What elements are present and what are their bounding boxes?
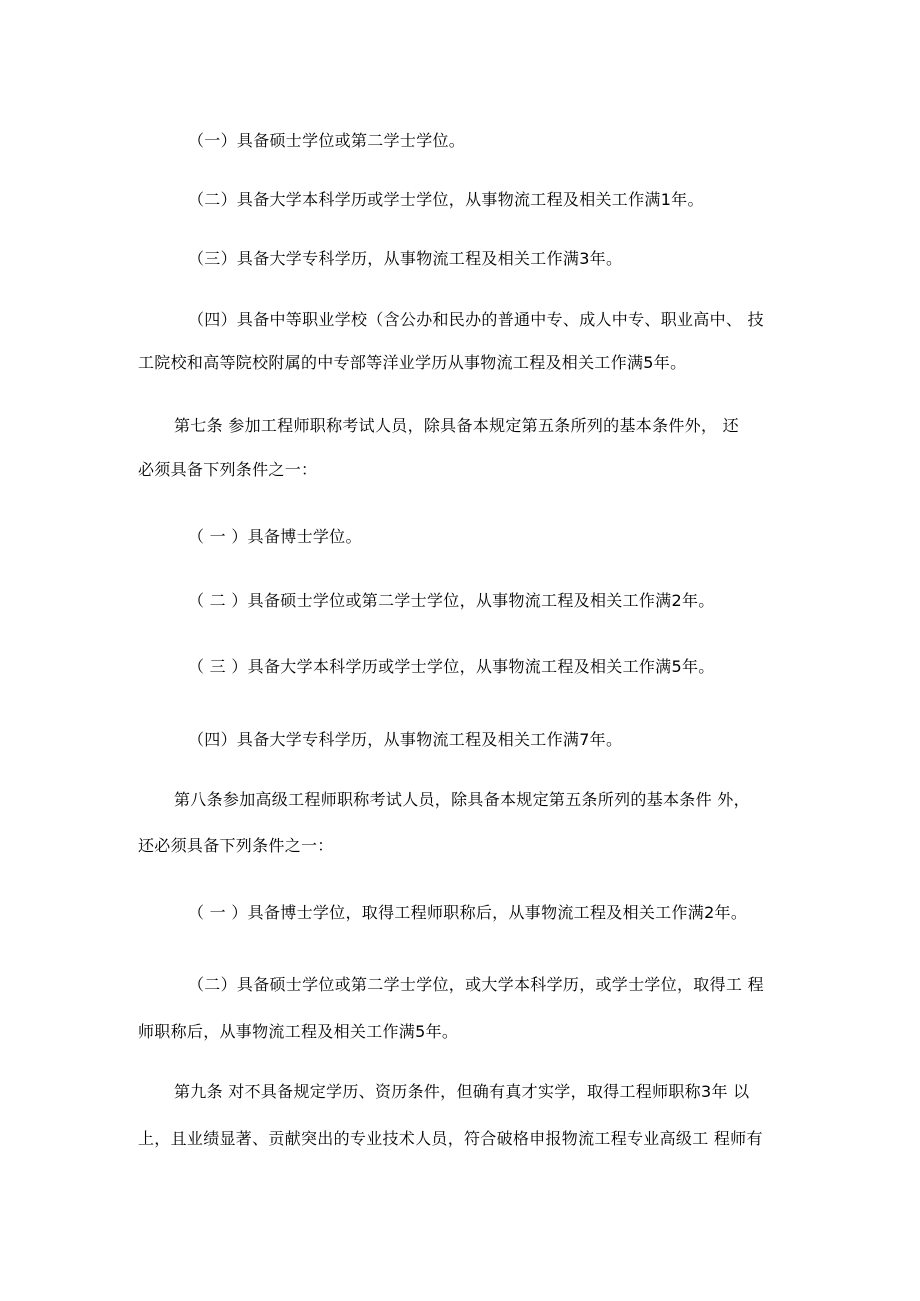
article-8-line1: 第八条参加高级工程师职称考试人员，除具备本规定第五条所列的基本条件 外，	[174, 790, 750, 809]
item-7-1: （ 一 ）具备博士学位。	[188, 527, 362, 546]
item-7-2: （ 二 ）具备硕士学位或第二学士学位，从事物流工程及相关工作满2年。	[188, 591, 715, 610]
article-9-line2: 上，且业绩显著、贡献突出的专业技术人员，符合破格申报物流工程专业高级工 程师有	[138, 1129, 763, 1148]
item-7-3: （ 三 ）具备大学本科学历或学士学位，从事物流工程及相关工作满5年。	[188, 657, 715, 676]
item-7-4: （四）具备大学专科学历，从事物流工程及相关工作满7年。	[188, 730, 623, 749]
item-6-4-line2: 工院校和高等院校附属的中专部等洋业学历从事物流工程及相关工作满5年。	[138, 353, 687, 372]
article-8-line2: 还必须具备下列条件之一：	[138, 836, 334, 855]
article-7-line2: 必须具备下列条件之一：	[138, 460, 318, 479]
article-7-line1: 第七条 参加工程师职称考试人员，除具备本规定第五条所列的基本条件外， 还	[174, 416, 739, 435]
item-8-2-line1: （二）具备硕士学位或第二学士学位，或大学本科学历，或学士学位，取得工 程	[188, 975, 764, 994]
item-6-4-line1: （四）具备中等职业学校（含公办和民办的普通中专、成人中专、职业高中、 技	[188, 310, 764, 329]
item-6-3: （三）具备大学专科学历，从事物流工程及相关工作满3年。	[188, 249, 623, 268]
item-8-2-line2: 师职称后，从事物流工程及相关工作满5年。	[138, 1022, 459, 1041]
item-6-1: （一）具备硕士学位或第二学士学位。	[188, 131, 466, 150]
item-8-1: （ 一 ）具备博士学位，取得工程师职称后，从事物流工程及相关工作满2年。	[188, 903, 748, 922]
item-6-2: （二）具备大学本科学历或学士学位，从事物流工程及相关工作满1年。	[188, 190, 704, 209]
article-9-line1: 第九条 对不具备规定学历、资历条件，但确有真才实学，取得工程师职称3年 以	[174, 1082, 750, 1101]
